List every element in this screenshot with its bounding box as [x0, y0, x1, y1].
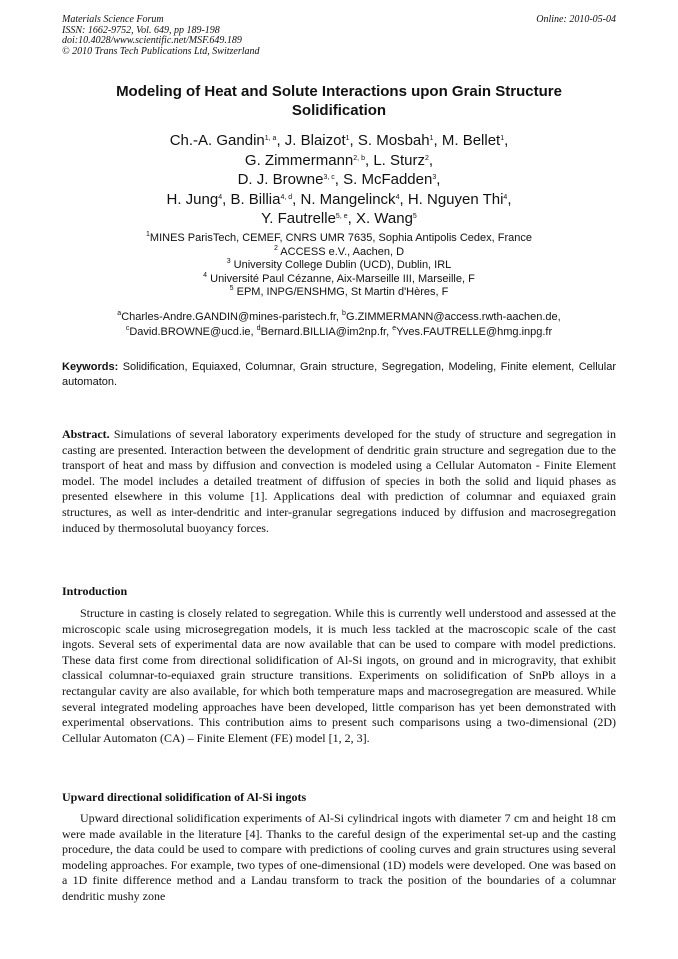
author-sep: , — [276, 132, 285, 149]
author-sep: , — [436, 171, 441, 188]
author-sep: , — [347, 210, 356, 227]
title-line-2: Solidification — [291, 102, 387, 119]
keywords-label: Keywords: — [62, 361, 119, 373]
author-sup: 2, b — [353, 154, 365, 162]
doi: doi:10.4028/www.scientific.net/MSF.649.189 — [62, 35, 242, 46]
affiliation — [62, 273, 616, 287]
section2-heading: Upward directional solidification of Al-Si ingots — [62, 790, 307, 804]
email-c[interactable]: David.BROWNE@ucd.ie, — [129, 326, 257, 338]
affiliation-num: 4 — [203, 271, 208, 279]
author-sup: 4 — [218, 193, 223, 201]
issn: ISSN: 1662-9752, Vol. 649, pp 189-198 — [62, 24, 220, 36]
author-sep: , — [504, 132, 509, 149]
introduction-text: Structure in casting is closely related to segregation. While this is currently well understood and assessed at the microscopic scale using microsegregation models, it is much less tackled at the macroscopic scale of the cast ingots. Several sets of experimental data are now available that can be used to compare with model predictions. These data first come from directional solidification of Al-Si ingots, on ground and in microgravity, that exhibit classical columnar-to-equiaxed grain structure transitions. Experiments on solidification of SnPb alloys in a rectangular cavity are also available, for which both temperature maps and macrosegregation are measured. While several integrated modeling approaches have been developed, little comparison has yet been demonstrated with experimental observations. This contribution aims to present such comparisons using a two-dimensional (2D) Cellular Automaton (CA) – Finite Element (FE) model [1, 2, 3]. — [62, 606, 616, 745]
author-sep: , — [433, 132, 442, 149]
author-line — [62, 170, 616, 190]
author-name: Y. Fautrelle — [261, 210, 336, 227]
author-sup: 3, c — [323, 174, 335, 181]
affiliation-text: University College Dublin (UCD), Dublin, IRL — [230, 259, 452, 272]
author-name: S. Mosbah — [357, 132, 430, 149]
email-key: e — [392, 325, 397, 332]
paper-title — [62, 82, 616, 120]
author-sep: , — [349, 132, 358, 149]
abstract-text: Simulations of several laboratory experiments developed for the study of structure and segregation in casting are presented. Interaction between the development of dendritic grain structure and segregation due to the transport of heat and mass by diffusion and convection is modeled using a Cellular Automaton - Finite Element model. The model includes a detailed treatment of diffusion of species in both the solid and liquid phases as presented elsewhere in this volume [1]. Applications deal with prediction of columnar and equiaxed grain structures, as well as inter-dendritic and inter-granular segregations induced by diffusion and macrosegregation induced by thermosolutal buoyancy forces. — [62, 427, 616, 535]
affiliation — [62, 286, 616, 300]
author-sep: , — [428, 151, 434, 169]
journal-header — [62, 15, 616, 57]
author-sup: 4, d — [280, 193, 293, 201]
author-name: J. Blaizot — [284, 132, 346, 149]
email-key: d — [256, 325, 261, 332]
author-sup: 1 — [345, 135, 350, 142]
email-line — [62, 325, 616, 340]
email-list — [62, 310, 616, 340]
abstract — [62, 427, 616, 536]
author-name: D. J. Browne — [237, 171, 324, 188]
keywords — [62, 360, 616, 390]
affiliation — [62, 246, 616, 260]
author-sep: , — [399, 190, 408, 208]
author-line — [62, 151, 616, 171]
author-name: S. McFadden — [343, 171, 433, 188]
author-sup: 3 — [432, 174, 437, 181]
email-key: c — [125, 325, 130, 332]
author-line — [62, 190, 616, 210]
author-name: L. Sturz — [373, 151, 425, 169]
affiliation-text: Université Paul Cézanne, Aix-Marseille III, Marseille, F — [207, 272, 475, 285]
author-name: H. Jung — [166, 190, 219, 208]
author-sep: , — [507, 190, 512, 208]
abstract-label: Abstract. — [62, 427, 110, 441]
author-name: B. Billia — [230, 190, 281, 208]
author-name: X. Wang — [355, 210, 413, 227]
author-sup: 1, a — [264, 135, 277, 142]
email-b[interactable]: G.ZIMMERMANN@access.rwth-aachen.de, — [345, 311, 561, 323]
affiliation-text: MINES ParisTech, CEMEF, CNRS UMR 7635, Sophia Antipolis Cedex, France — [149, 232, 532, 244]
email-line — [62, 310, 616, 325]
author-sup: 4 — [503, 193, 508, 201]
journal-name: Materials Science Forum — [62, 14, 164, 25]
affiliation-num: 1 — [146, 231, 150, 238]
author-name: M. Bellet — [441, 132, 501, 149]
author-sup: 5 — [412, 213, 417, 220]
author-sup: 5, e — [335, 213, 348, 220]
email-key: a — [117, 310, 122, 317]
online-date: Online: 2010-05-04 — [536, 14, 616, 25]
affiliation-num: 3 — [226, 258, 231, 266]
affiliation-num: 2 — [273, 244, 278, 252]
title-line-1: Modeling of Heat and Solute Interactions upon Grain Structure — [116, 83, 562, 100]
introduction-heading: Introduction — [62, 584, 128, 598]
keywords-text: Solidification, Equiaxed, Columnar, Grain structure, Segregation, Modeling, Finite element, Cellular automaton. — [62, 361, 616, 388]
author-sep: , — [292, 190, 301, 208]
affiliation — [62, 259, 616, 273]
affiliation — [62, 232, 616, 246]
email-d[interactable]: Bernard.BILLIA@im2np.fr, — [260, 326, 393, 338]
author-sup: 2 — [425, 154, 429, 162]
affiliation-text: ACCESS e.V., Aachen, D — [277, 245, 405, 258]
email-e[interactable]: Yves.FAUTRELLE@hmg.inpg.fr — [396, 326, 553, 338]
email-key: b — [342, 310, 346, 317]
author-sep: , — [222, 190, 231, 208]
copyright: © 2010 Trans Tech Publications Ltd, Switzerland — [62, 45, 260, 57]
email-a[interactable]: Charles-Andre.GANDIN@mines-paristech.fr, — [121, 311, 343, 323]
author-name: H. Nguyen Thi — [407, 190, 504, 208]
author-list — [62, 131, 616, 229]
affiliation-num: 5 — [229, 285, 234, 293]
author-sep: , — [334, 171, 344, 188]
affiliation-list — [62, 232, 616, 300]
affiliation-text: EPM, INPG/ENSHMG, St Martin d'Hères, F — [233, 286, 449, 299]
author-sup: 1 — [500, 135, 505, 142]
author-sup: 4 — [395, 193, 400, 201]
section2-text: Upward directional solidification experiments of Al-Si cylindrical ingots with diameter 7 cm and height 18 cm were made available in the literature [4]. Thanks to the careful design of the experimental set-up and the casting procedure, the data could be used to compare with predictions of cooling curves and grain structures using several modeling approaches. For example, two types of one-dimensional (1D) models were developed. One was based on a 1D finite difference method and a Landau transform to track the position of the boundaries of a columnar dendritic mushy zone — [62, 811, 616, 903]
author-sup: 1 — [429, 135, 434, 142]
author-sep: , — [364, 151, 374, 169]
author-name: N. Mangelinck — [300, 190, 396, 208]
author-name: Ch.-A. Gandin — [169, 132, 265, 149]
author-name: G. Zimmermann — [244, 151, 354, 169]
author-line — [62, 131, 616, 151]
author-line — [62, 209, 616, 229]
